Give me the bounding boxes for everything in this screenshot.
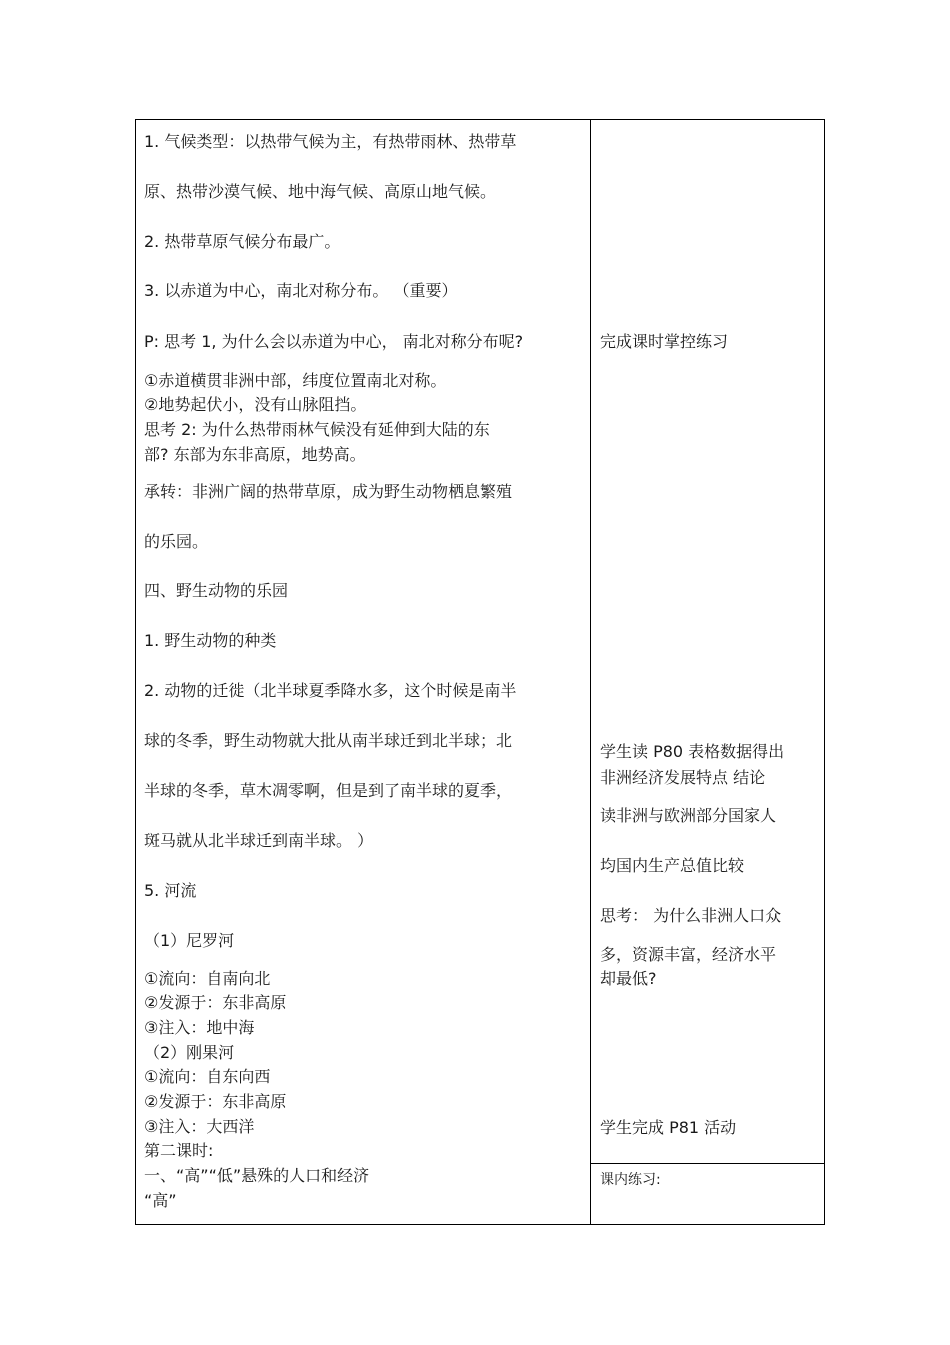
- left-line-22: ③注入：地中海: [144, 1018, 255, 1037]
- left-line-19: （1）尼罗河: [144, 931, 235, 950]
- right-line-5: 均国内生产总值比较: [600, 856, 745, 875]
- left-line-20: ①流向：自南向北: [144, 969, 271, 988]
- left-line-10: 承转：非洲广阔的热带草原，成为野生动物栖息繁殖: [144, 482, 513, 501]
- left-line-23: （2）刚果河: [144, 1043, 235, 1062]
- left-line-13: 1. 野生动物的种类: [144, 631, 277, 650]
- left-line-14: 2. 动物的迁徙（北半球夏季降水多，这个时候是南半: [144, 681, 517, 700]
- left-line-26: ③注入：大西洋: [144, 1117, 255, 1136]
- left-line-3: 2. 热带草原气候分布最广。: [144, 232, 341, 251]
- left-line-18: 5. 河流: [144, 881, 197, 900]
- right-line-7: 多，资源丰富，经济水平: [600, 945, 777, 964]
- left-line-1: 1. 气候类型：以热带气候为主，有热带雨林、热带草: [144, 132, 517, 151]
- left-line-15: 球的冬季，野生动物就大批从南半球迁到北半球；北: [144, 731, 513, 750]
- left-line-25: ②发源于：东非高原: [144, 1092, 287, 1111]
- column-divider: [590, 120, 591, 1224]
- right-line-9: 学生完成 P81 活动: [600, 1118, 737, 1137]
- right-line-1: 完成课时掌控练习: [600, 332, 729, 351]
- left-line-7: ②地势起伏小，没有山脉阻挡。: [144, 395, 367, 414]
- left-line-24: ①流向：自东向西: [144, 1067, 271, 1086]
- left-line-6: ①赤道横贯非洲中部，纬度位置南北对称。: [144, 371, 447, 390]
- right-line-8: 却最低?: [600, 969, 657, 988]
- right-line-6: 思考： 为什么非洲人口众: [600, 906, 782, 925]
- left-line-2: 原、热带沙漠气候、地中海气候、高原山地气候。: [144, 182, 497, 201]
- left-line-9: 部? 东部为东非高原，地势高。: [144, 445, 366, 464]
- in-class-practice-label: 课内练习:: [600, 1172, 661, 1188]
- left-line-21: ②发源于：东非高原: [144, 993, 287, 1012]
- right-line-3: 非洲经济发展特点 结论: [600, 768, 766, 787]
- left-line-8: 思考 2: 为什么热带雨林气候没有延伸到大陆的东: [144, 420, 490, 439]
- lesson-table: [135, 119, 825, 1225]
- left-line-12: 四、野生动物的乐园: [144, 581, 289, 600]
- left-line-11: 的乐园。: [144, 532, 209, 551]
- left-line-16: 半球的冬季，草木凋零啊，但是到了南半球的夏季，: [144, 781, 513, 800]
- left-line-5: P: 思考 1, 为什么会以赤道为中心， 南北对称分布呢?: [144, 332, 524, 351]
- left-line-17: 斑马就从北半球迁到南半球。 ）: [144, 831, 374, 850]
- left-line-27: 第二课时:: [144, 1141, 214, 1160]
- left-line-28: 一、“高”“低”悬殊的人口和经济: [144, 1166, 370, 1185]
- left-line-4: 3. 以赤道为中心，南北对称分布。 （重要）: [144, 281, 458, 300]
- row-divider: [590, 1163, 825, 1164]
- right-line-4: 读非洲与欧洲部分国家人: [600, 806, 777, 825]
- right-line-2: 学生读 P80 表格数据得出: [600, 742, 785, 761]
- left-line-29: “高”: [144, 1191, 177, 1210]
